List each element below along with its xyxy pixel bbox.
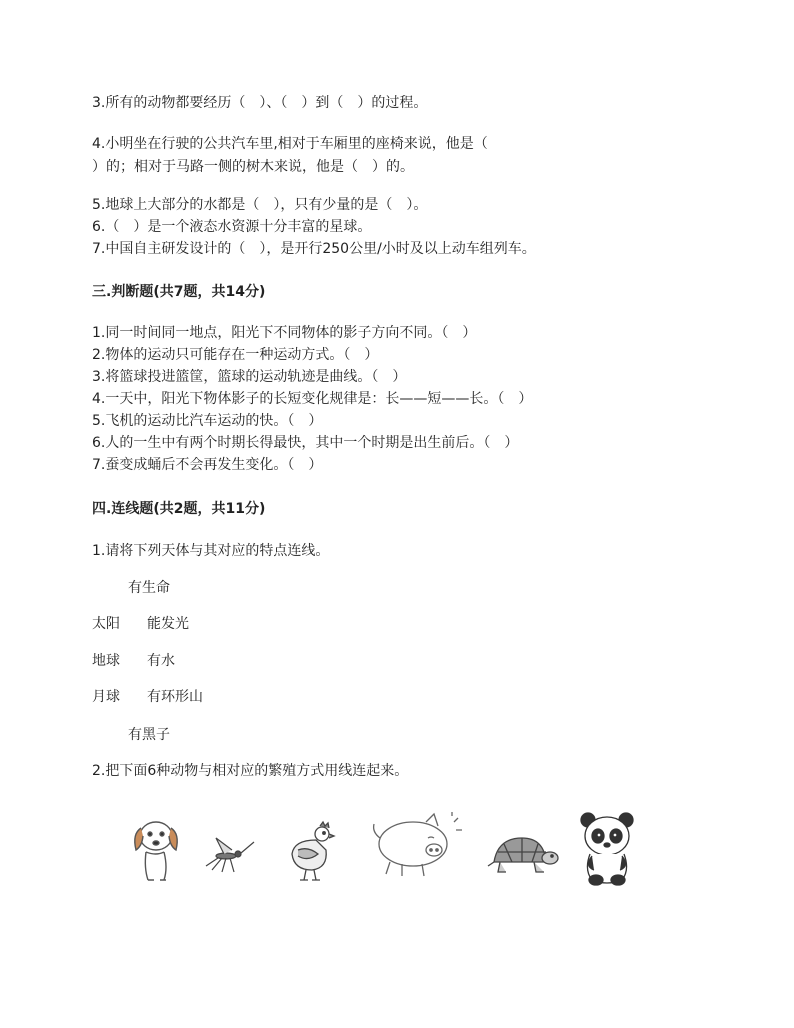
- fill-blank-item-4-line2: ）的；相对于马路一侧的树木来说，他是（ ）的。: [92, 159, 414, 175]
- section-heading-matching: 四.连线题(共2题，共11分): [92, 501, 266, 517]
- dog-icon: [126, 812, 186, 884]
- judgement-item-3: 3.将篮球投进篮筐，篮球的运动轨迹是曲线。（ ）: [92, 369, 407, 385]
- body-moon: 月球: [92, 689, 120, 705]
- turtle-icon: [486, 832, 560, 878]
- judgement-item-7: 7.蚕变成蛹后不会再发生变化。（ ）: [92, 457, 323, 473]
- matching-q2-prompt: 2.把下面6种动物与相对应的繁殖方式用线连起来。: [92, 763, 409, 779]
- body-earth: 地球: [92, 653, 120, 669]
- panda-icon: [576, 810, 638, 886]
- fill-blank-item-6: 6.（ ）是一个液态水资源十分丰富的星球。: [92, 219, 372, 235]
- feature-has-craters: 有环形山: [147, 689, 203, 705]
- feature-emits-light: 能发光: [147, 616, 189, 632]
- matching-q1-prompt: 1.请将下列天体与其对应的特点连线。: [92, 543, 330, 559]
- judgement-item-2: 2.物体的运动只可能存在一种运动方式。（ ）: [92, 347, 379, 363]
- feature-has-water: 有水: [147, 653, 175, 669]
- judgement-item-1: 1.同一时间同一地点，阳光下不同物体的影子方向不同。（ ）: [92, 325, 477, 341]
- feature-has-life: 有生命: [128, 580, 170, 596]
- judgement-item-4: 4.一天中，阳光下物体影子的长短变化规律是：长——短——长。（ ）: [92, 391, 533, 407]
- fill-blank-item-3: 3.所有的动物都要经历（ ）、（ ）到（ ）的过程。: [92, 95, 428, 111]
- judgement-item-5: 5.飞机的运动比汽车运动的快。（ ）: [92, 413, 323, 429]
- section-heading-judgement: 三.判断题(共7题，共14分): [92, 284, 266, 300]
- fill-blank-item-5: 5.地球上大部分的水都是（ ），只有少量的是（ ）。: [92, 197, 428, 213]
- fill-blank-item-7: 7.中国自主研发设计的（ ），是开行250公里/小时及以上动车组列车。: [92, 241, 536, 257]
- mosquito-icon: [204, 830, 256, 874]
- body-sun: 太阳: [92, 616, 120, 632]
- judgement-item-6: 6.人的一生中有两个时期长得最快，其中一个时期是出生前后。（ ）: [92, 435, 519, 451]
- fill-blank-item-4-line1: 4.小明坐在行驶的公共汽车里,相对于车厢里的座椅来说，他是（: [92, 136, 488, 152]
- feature-has-sunspots: 有黑子: [128, 727, 170, 743]
- pig-icon: [368, 810, 468, 880]
- chicken-icon: [284, 820, 340, 884]
